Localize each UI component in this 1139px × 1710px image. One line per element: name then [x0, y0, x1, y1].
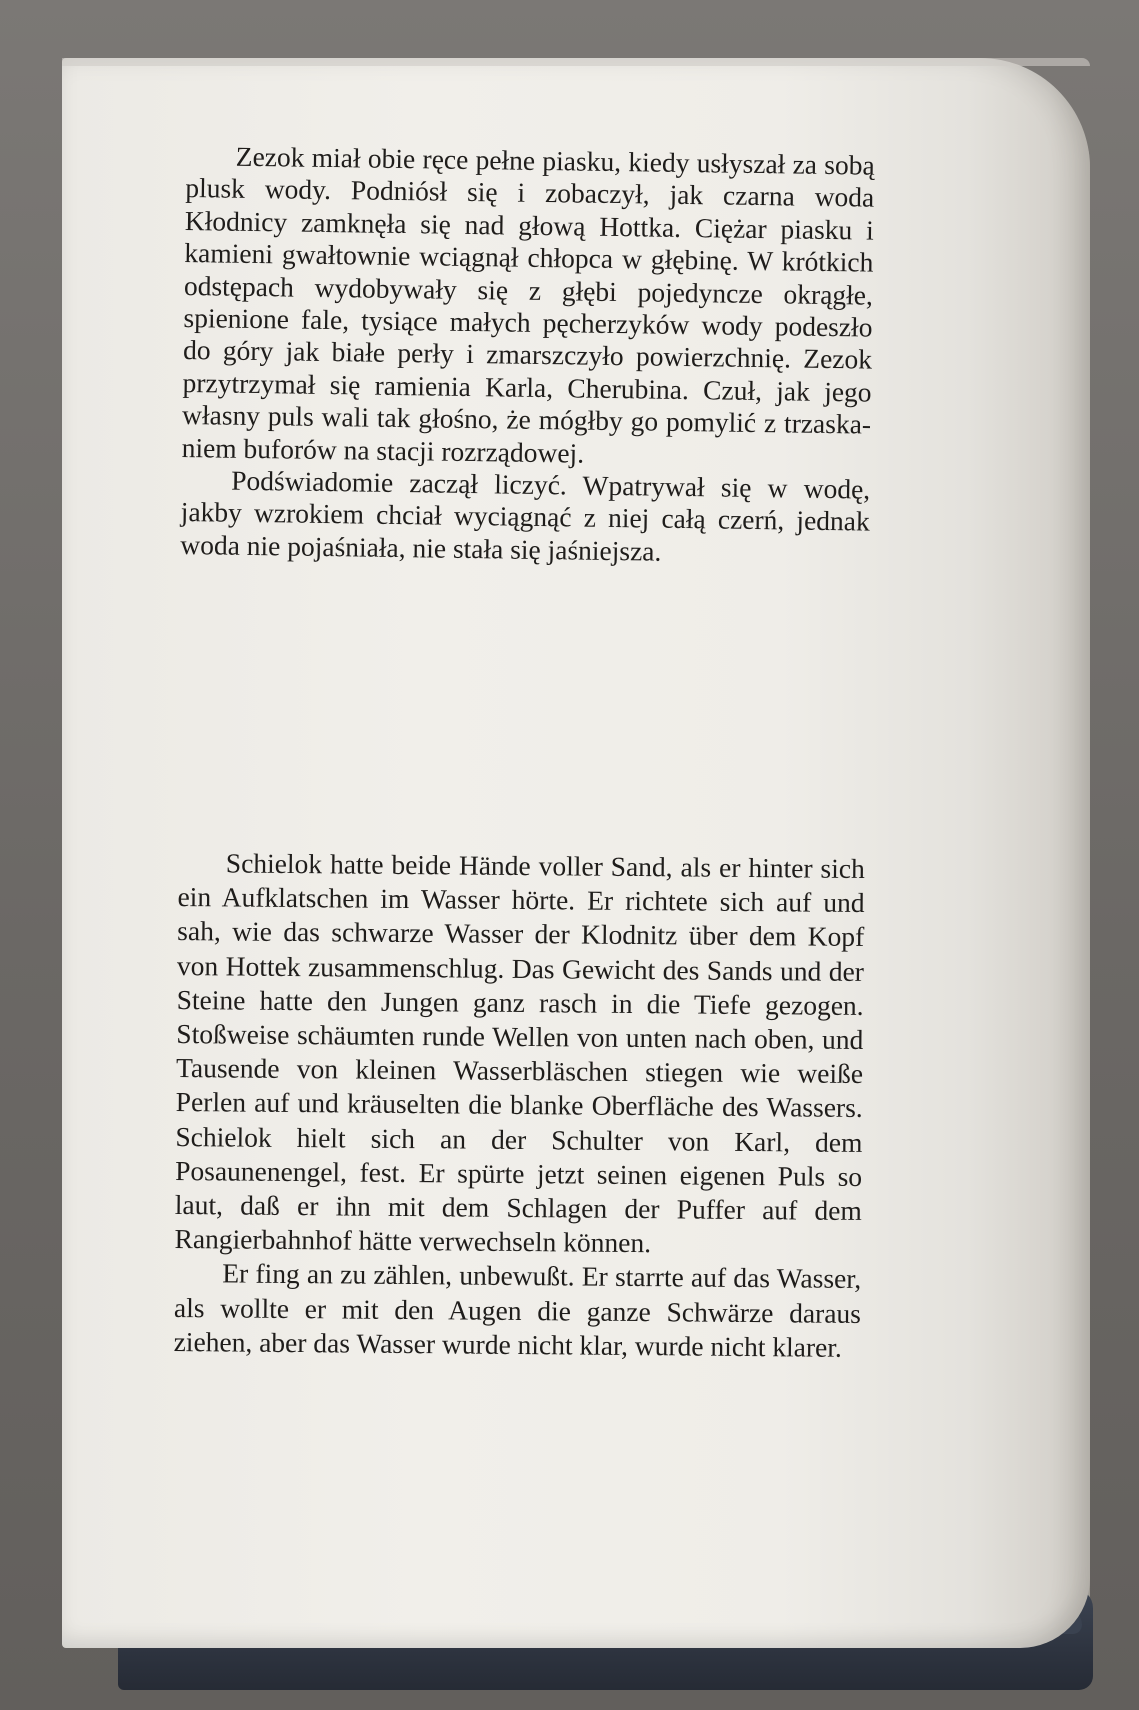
- german-paragraph-1: Schielok hatte beide Hände voller Sand, als er hinter sich ein Aufklatschen im Wasser hörte. Er richtete sich auf und sah, wie das schwarze Wasser der Klodnitz über dem Kopf von Hottek zusammenschlug. Das Gewicht des Sands und der Steine hatte den Jungen ganz rasch in die Tiefe gezogen. Stoßweise schäumten runde Wellen von unten nach oben, und Tausende von kleinen Wasserbläschen stiegen wie weiße Perlen auf und kräuselten die blanke Oberfläche des Wassers. Schielok hielt sich an der Schulter von Karl, dem Posaunenengel, fest. Er spürte jetzt seinen eigenen Puls so laut, daß er ihn mit dem Schlagen der Puffer auf dem Rangierbahnhof hätte verwechseln können.: [174, 847, 865, 1259]
- polish-paragraph-1: Zezok miał obie ręce pełne piasku, kiedy usłyszał za sobą plusk wody. Podniósł się i zobaczył, jak czarna woda Kłodnicy zamknęła się nad głową Hottka. Ciężar piasku i kamieni gwałtownie wciągnął chłopca w głębinę. W krótkich odstępach wydobywały się z głębi pojedyncze okrągłe, spienione fale, tysiące małych pęcherzyków wody podeszło do góry jak białe perły i zmarszczyło powierzchnię. Zezok przytrzymał się ramienia Karla, Cherubina. Czuł, jak jego własny puls wali tak głośno, że mógłby go pomylić z trzaskaniem buforów na stacji rozrządowej.: [181, 140, 875, 469]
- german-paragraph-2: Er fing an zu zählen, unbewußt. Er starrte auf das Wasser, als wollte er mit den Augen die ganze Schwärze daraus ziehen, aber das Wasser wurde nicht klar, wurde nicht klarer.: [173, 1257, 862, 1363]
- dust-jacket-top-edge: [62, 58, 1090, 66]
- polish-passage: [180, 140, 875, 571]
- german-passage: [174, 846, 865, 1365]
- polish-paragraph-2: Podświadomie zaczął liczyć. Wpatrywał się w wodę, jakby wzrokiem chciał wyciągnąć z niej całą czerń, jednak woda nie pojaśniała, nie stała się jaśniejsza.: [180, 464, 871, 567]
